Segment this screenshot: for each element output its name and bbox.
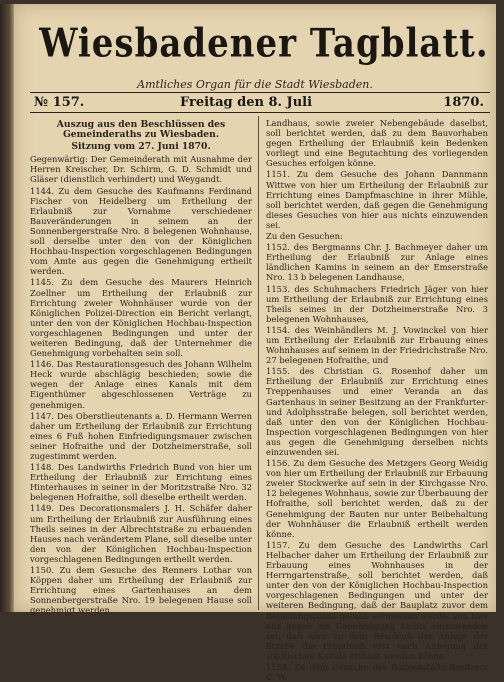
attendance-note: Gegenwärtig: Der Gemeinderath mit Ausnahme der Herren Kreischer, Dr. Schirm, G. D. Schmidt und Gläser (dienstlich verhindert) und Weygandt. xyxy=(30,154,252,185)
resolution-paragraph: 1151. Zu dem Gesuche des Johann Dannmann Wittwe von hier um Ertheilung der Erlaubniß zur Errichtung eines Dampfmaschine in ihrer Mühle, soll berichtet werden, daß gegen die Genehmigung dieses Gesuches von hier aus nichts einzuwenden sei. xyxy=(266,169,488,230)
newspaper-subtitle: Amtliches Organ für die Stadt Wiesbaden. xyxy=(137,78,373,91)
resolution-paragraph: 1156. Zu dem Gesuche des Metzgers Georg Weidig von hier um Ertheilung der Erlaubniß zur Erbauung zweier Stockwerke auf sein in der Kirchgasse Nro. 12 belegenes Wohnhaus, sowie zur Überbauung der Hofraithe, soll berichtet werden, daß zu der Genehmigung der Bauten nur unter Beibehaltung der Wohnhäuser die Erlaubniß ertheilt werden könne. xyxy=(266,458,488,539)
header-rule-top xyxy=(30,92,490,93)
resolution-paragraph: 1154. des Weinhändlers M. J. Vowinckel von hier um Ertheilung der Erlaubniß zur Erbauung eines Wohnhauses auf seinem in der Friedrichstraße Nro. 27 belegenen Hofraithe, und xyxy=(266,324,488,366)
issue-number: № 157. xyxy=(34,95,85,110)
resolution-paragraph: Landhaus, sowie zweier Nebengebäude daselbst, soll berichtet werden, daß zu dem Bauvorhaben gegen Ertheilung der Erlaubniß kein Bedenken vorliegt und eine Begutachtung des vorliegenden Gesuches erfolgen könne. xyxy=(266,118,488,169)
issue-date: Freitag den 8. Juli xyxy=(180,95,313,110)
header-rule-bottom xyxy=(30,112,490,113)
resolution-paragraph: 1153. des Schuhmachers Friedrich Jäger von hier um Ertheilung der Erlaubniß zur Errichtung eines Theils seines in der Dotzheimerstraße Nro. 3 belegenen Wohnhauses, xyxy=(266,283,488,324)
newspaper-page xyxy=(14,4,496,682)
resolution-paragraph: Zu den Gesuchen: xyxy=(266,231,343,242)
left-column xyxy=(30,118,252,616)
resolution-paragraph: 1146. Das Restaurationsgesuch des Johann Wilhelm Heck wurde abschlägig beschieden; sowie die wegen der Anlage eines Kanals mit dem Eigenthümer abgeschlossenen Verträge zu genehmigen. xyxy=(30,359,252,410)
resolution-paragraph: 1144. Zu dem Gesuche des Kaufmanns Ferdinand Fischer von Heidelberg um Ertheilung der Erlaubniß zur Vornahme verschiedener Bauveränderungen in seinem an der Sonnenbergerstraße Nro. 8 belegenen Wohnhause, soll derselbe unter den von der Königlichen Hochbau-Inspection vorgeschlagenen Bedingungen vom Amte aus gegen die Genehmigung ertheilt werden. xyxy=(30,185,252,277)
resolution-paragraph: 1155. des Christian G. Rosenhof daher um Ertheilung der Erlaubniß zur Errichtung eines Treppenhauses und einer Veranda an das Gartenhaus in seiner Besitzung an der Frankfurter- und Adolphsstraße belegen, soll berichtet werden, daß unter den von der Königlichen Hochbau-Inspection vorgeschlagenen Bedingungen von hier aus gegen die Genehmigung derselben nichts einzuwenden sei. xyxy=(266,366,488,457)
column-divider xyxy=(258,116,259,610)
issue-bar xyxy=(30,94,490,112)
issue-year: 1870. xyxy=(443,95,484,110)
resolution-paragraph: 1158. Zu dem Gesuche des Badeanstalts-Besitzers C. W. xyxy=(266,661,488,682)
resolution-paragraph: 1152. des Bergmanns Chr. J. Bachmeyer daher um Ertheilung der Erlaubniß zur Anlage eines ländlichen Kamins in seinem an der Emserstraße Nro. 13 b belegenen Landhause, xyxy=(266,242,488,283)
resolution-paragraph: 1145. Zu dem Gesuche des Maurers Heinrich Zoellner um Ertheilung der Erlaubniß zur Errichtung zweier Wohnhäuser wurde von der Königlichen Polizei-Direction ein Bericht verlangt, unter den von der Königlichen Hochbau-Inspection vorgeschlagenen Bedingungen und unter der weiteren Bedingung, daß der Unternehmer die Genehmigung vorbehalten sein soll. xyxy=(30,277,252,359)
resolution-paragraph: 1148. Des Landwirths Friedrich Bund von hier um Ertheilung der Erlaubniß zur Errichtung eines Hinterhauses in seiner in der Moritzstraße Nro. 32 belegenen Hofraithe, soll dieselbe ertheilt werden. xyxy=(30,462,252,503)
newspaper-title: Wiesbadener Tagblatt. xyxy=(39,21,489,67)
right-column xyxy=(266,118,488,682)
resolution-paragraph: 1157. Zu dem Gesuche des Landwirths Carl Helbacher daher um Ertheilung der Erlaubniß zur Erbauung eines Wohnhauses in der Herrngartenstraße, soll berichtet werden, daß unter den von der Königlichen Hochbau-Inspection vorgeschlagenen Bedingungen und unter der weiteren Bedingung, daß der Bauplatz zuvor dem Bebauungsplane gemäß vermessen werde, von hier aus gegen die Genehmigung nichts einzuwenden sei; daß aber zu dem Beschluß der Anlage der Straße die Erlaubniß erst nach Anlegung der städtischen Kanäle ertheilt werden könne. xyxy=(266,539,488,661)
resolution-paragraph: 1149. Des Decorationsmalers J. H. Schäfer daher um Ertheilung der Erlaubniß zur Ausführung eines Theils seines in der Albrechtstraße zu erbauenden Hauses nach verändertem Plane, soll dieselbe unter den von der Königlichen Hochbau-Inspection vorgeschlagenen Bedingungen ertheilt werden. xyxy=(30,503,252,564)
session-date: Sitzung vom 27. Juni 1870. xyxy=(71,141,211,153)
report-heading: Auszug aus den Beschlüssen des Gemeinderaths zu Wiesbaden. xyxy=(56,119,226,141)
resolution-paragraph: 1150. Zu dem Gesuche des Renners Lothar von Köppen daher um Ertheilung der Erlaubniß zur Errichtung eines Gartenhauses an dem Sonnenbergerstraße Nro. 19 belegenen Hause soll genehmigt werden. xyxy=(30,565,252,616)
resolution-paragraph: 1147. Des Oberstlieutenants a. D. Hermann Werren daher um Ertheilung der Erlaubniß zur Errichtung eines 6 Fuß hohen Einfriedigungsmauer zwischen seiner Hofraithe und der Dotzheimerstraße, soll zugestimmt werden. xyxy=(30,410,252,461)
